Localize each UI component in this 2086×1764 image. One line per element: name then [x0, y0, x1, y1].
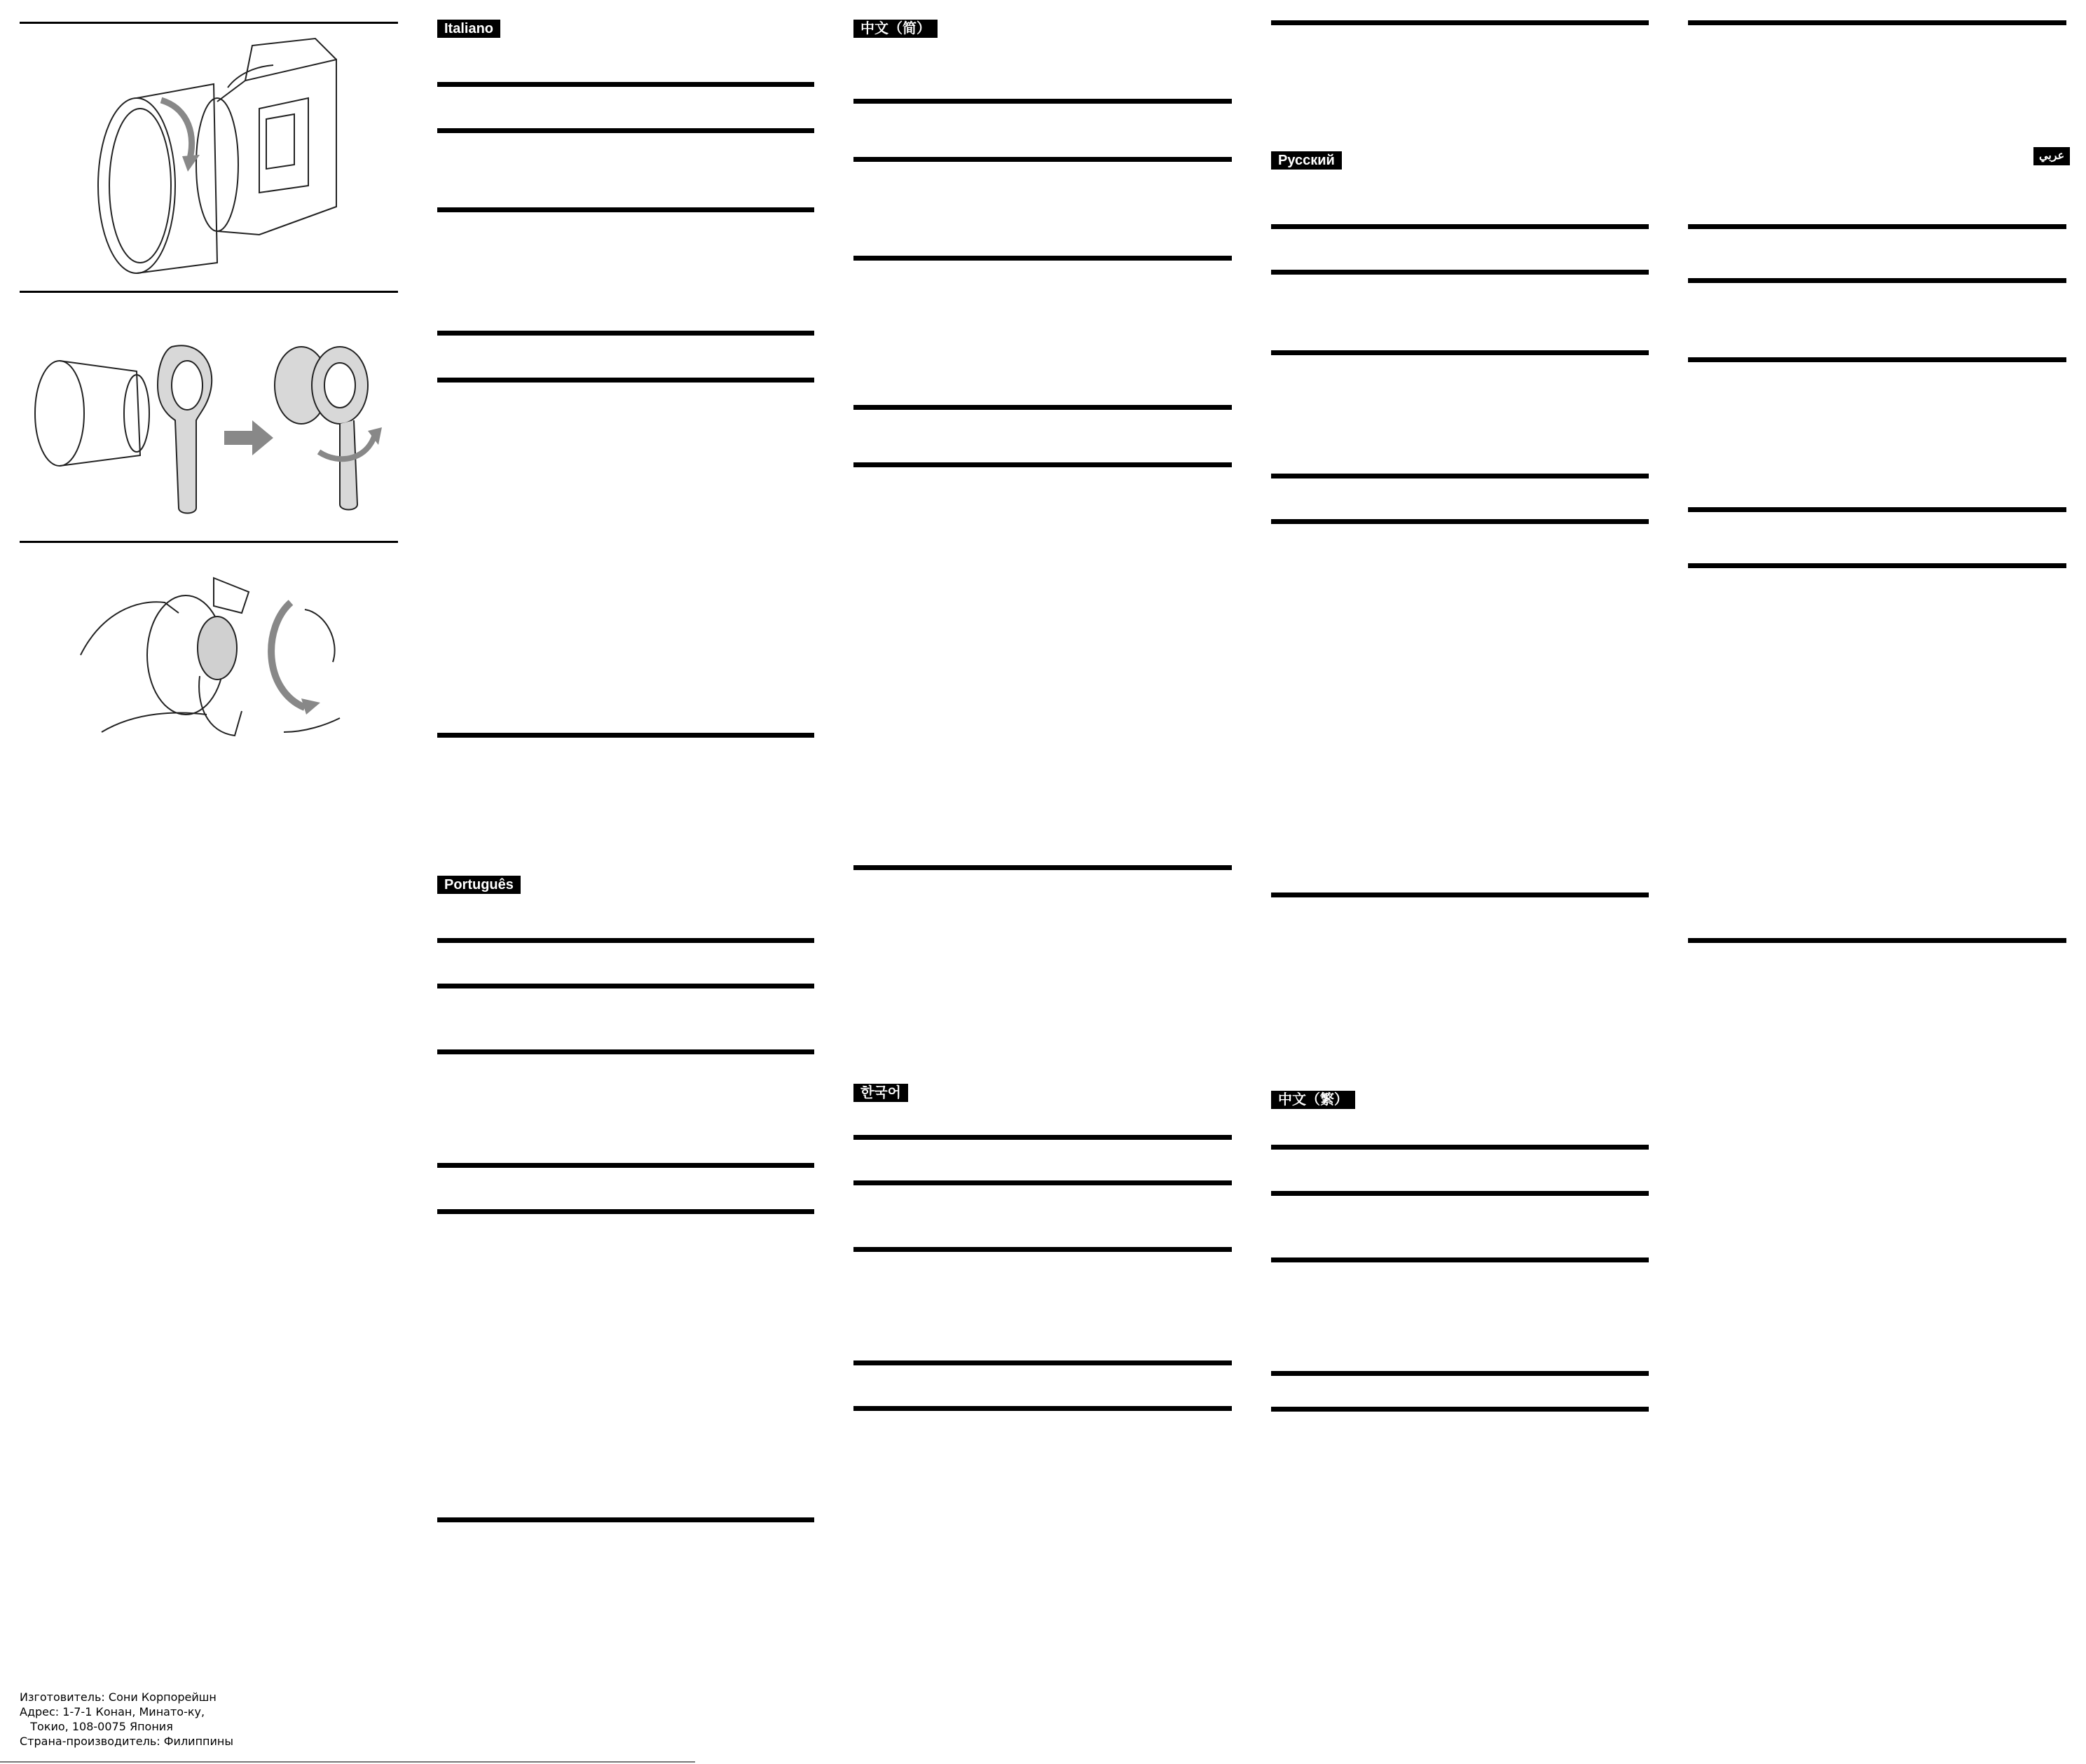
language-label-chinese-simplified: 中文（简） — [853, 20, 938, 38]
language-label-portuguese: Português — [437, 876, 521, 894]
section-rule — [853, 462, 1232, 467]
section-rule — [1271, 893, 1649, 897]
language-label-chinese-traditional: 中文（繁） — [1271, 1091, 1355, 1109]
language-label-korean: 한국어 — [853, 1084, 908, 1102]
section-rule — [437, 733, 814, 738]
section-rule — [853, 405, 1232, 410]
figure-divider-top — [20, 22, 398, 24]
section-rule — [1688, 278, 2066, 283]
section-rule — [1688, 938, 2066, 943]
figure-divider-middle — [20, 291, 398, 293]
section-rule — [437, 331, 814, 336]
section-rule — [437, 938, 814, 943]
section-rule — [1688, 224, 2066, 229]
language-label-russian: Русский — [1271, 151, 1342, 170]
imprint-line: Адрес: 1-7-1 Конан, Минато-ку, — [20, 1705, 205, 1718]
section-rule — [1271, 474, 1649, 478]
imprint-line: Токио, 108-0075 Япония — [20, 1720, 173, 1733]
section-rule — [437, 207, 814, 212]
bottom-trim-line — [0, 1761, 695, 1763]
section-rule — [437, 1163, 814, 1168]
section-rule — [853, 1247, 1232, 1252]
section-rule — [1271, 1371, 1649, 1376]
section-rule — [1271, 224, 1649, 229]
section-rule — [437, 1517, 814, 1522]
lens-cleaning-illustration — [74, 571, 347, 746]
section-rule — [853, 256, 1232, 261]
section-rule — [1271, 1191, 1649, 1196]
manufacturer-imprint — [20, 1690, 233, 1749]
section-rule — [437, 128, 814, 133]
imprint-line: Изготовитель: Сони Корпорейшн — [20, 1690, 217, 1704]
section-rule — [1271, 1407, 1649, 1412]
section-rule — [853, 1406, 1232, 1411]
camera-lens-attach-illustration — [84, 32, 350, 294]
language-label-arabic: عربي — [2033, 147, 2070, 165]
section-rule — [853, 1180, 1232, 1185]
section-rule — [1271, 350, 1649, 355]
section-rule — [853, 1360, 1232, 1365]
section-rule — [437, 1209, 814, 1214]
section-rule — [437, 1049, 814, 1054]
section-rule — [1271, 1257, 1649, 1262]
section-rule — [1688, 507, 2066, 512]
section-rule — [853, 99, 1232, 104]
section-rule — [437, 82, 814, 87]
section-rule — [1688, 357, 2066, 362]
language-label-italian: Italiano — [437, 20, 500, 38]
imprint-line: Страна-производитель: Филиппины — [20, 1735, 233, 1748]
figure-divider-bottom — [20, 541, 398, 543]
section-rule — [437, 378, 814, 383]
section-rule — [853, 1135, 1232, 1140]
section-rule — [1688, 20, 2066, 25]
section-rule — [853, 157, 1232, 162]
section-rule — [1688, 563, 2066, 568]
section-rule — [437, 984, 814, 988]
lens-wrench-illustration — [32, 336, 389, 518]
section-rule — [1271, 270, 1649, 275]
section-rule — [1271, 20, 1649, 25]
section-rule — [1271, 1145, 1649, 1150]
section-rule — [853, 865, 1232, 870]
section-rule — [1271, 519, 1649, 524]
